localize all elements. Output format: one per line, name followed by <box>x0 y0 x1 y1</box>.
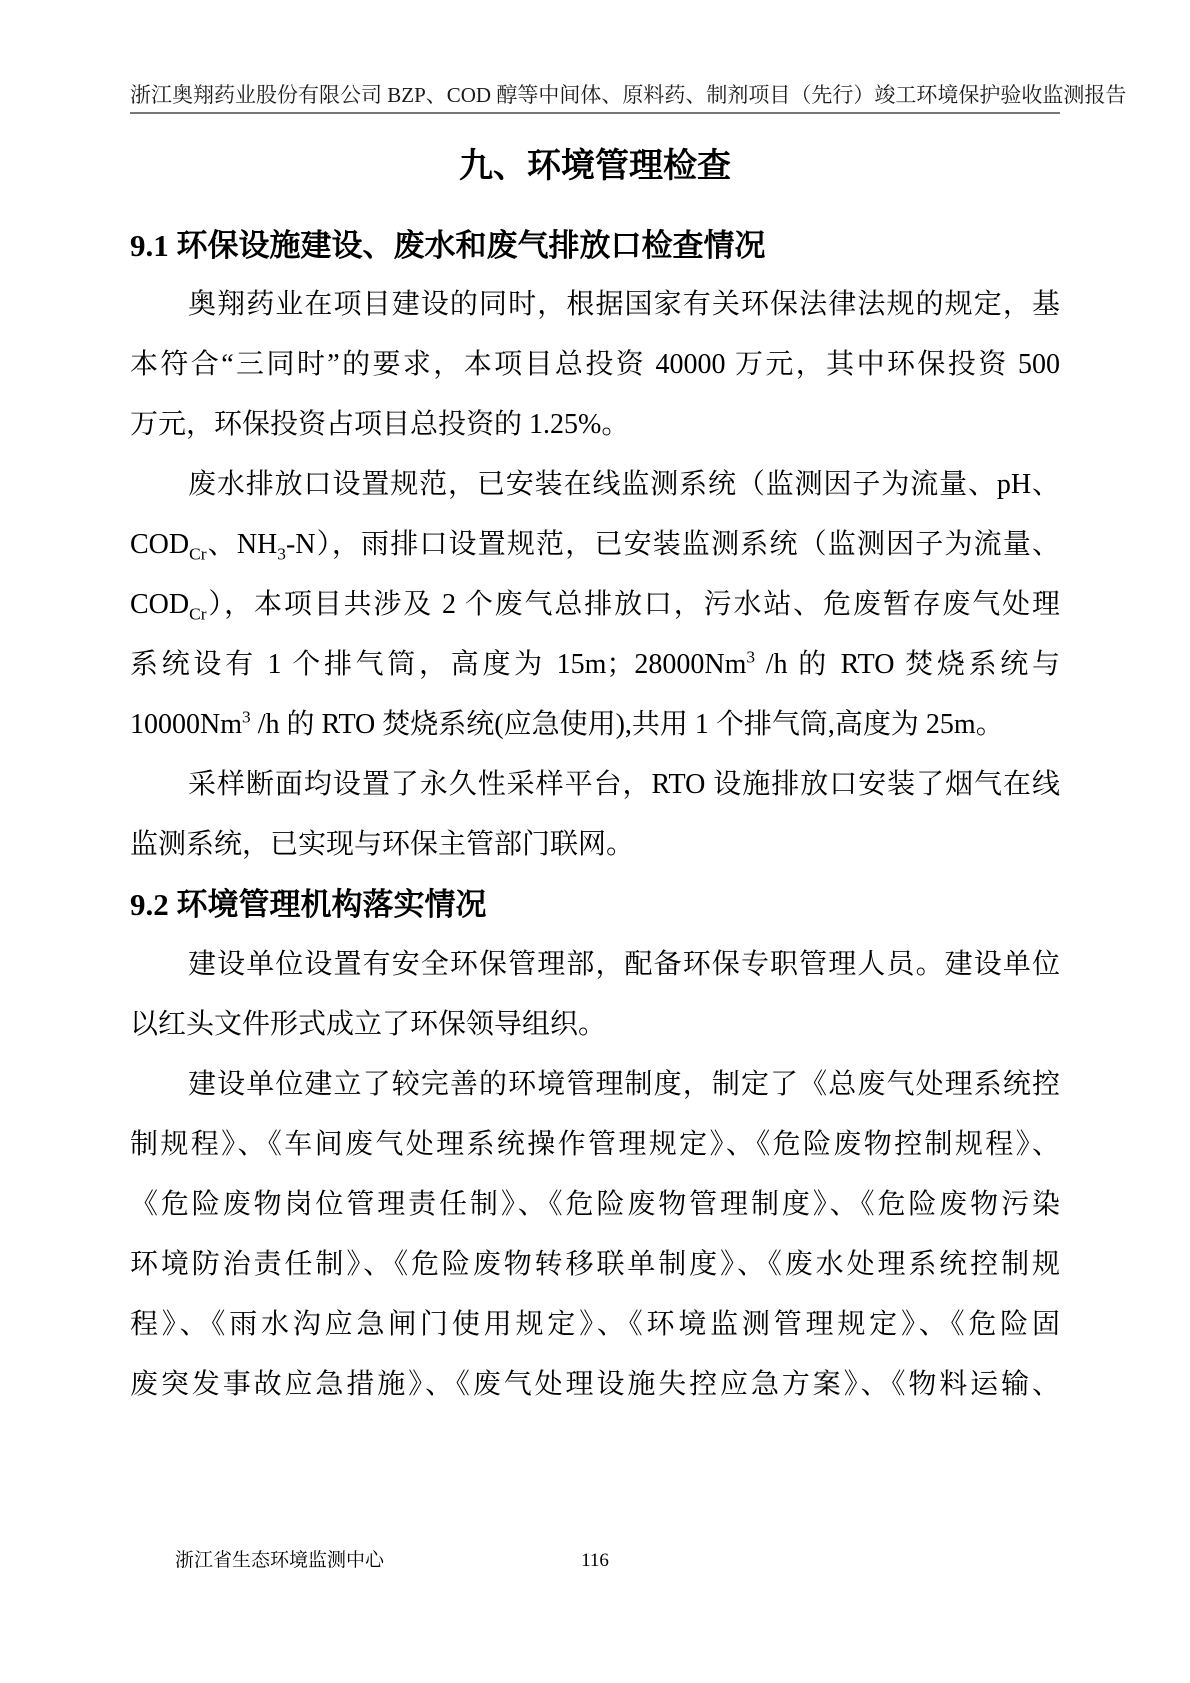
footer-organization: 浙江省生态环境监测中心 <box>175 1550 385 1571</box>
body-text-line: 采样断面均设置了永久性采样平台，RTO 设施排放口安装了烟气在线 <box>188 769 1060 800</box>
section-heading-9-2: 9.2 环境管理机构落实情况 <box>130 887 487 922</box>
body-text-line: 废水排放口设置规范，已安装在线监测系统（监测因子为流量、pH、 <box>188 469 1060 500</box>
page-number: 116 <box>581 1550 609 1571</box>
body-text-line: 环境防治责任制》、《危险废物转移联单制度》、《废水处理系统控制规 <box>130 1249 1060 1280</box>
body-text-line: 系统设有 1 个排气筒，高度为 15m；28000Nm$^3$ /h 的 RTO 焚烧系统与 <box>130 647 1060 680</box>
body-text-line: 程》、《雨水沟应急闸门使用规定》、《环境监测管理规定》、《危险固 <box>130 1309 1060 1340</box>
body-text-line: 废突发事故应急措施》、《废气处理设施失控应急方案》、《物料运输、 <box>130 1369 1060 1400</box>
body-text-line: $COD_{Cr}$），本项目共涉及 2 个废气总排放口，污水站、危废暂存废气处理 <box>130 589 1060 624</box>
body-text-line: 万元，环保投资占项目总投资的 1.25%。 <box>130 409 630 440</box>
body-text-line: 建设单位建立了较完善的环境管理制度，制定了《总废气处理系统控 <box>188 1069 1060 1100</box>
body-text-line: 建设单位设置有安全环保管理部，配备环保专职管理人员。建设单位 <box>188 949 1060 980</box>
page-title: 九、环境管理检查 <box>459 148 731 185</box>
header-divider <box>130 112 1060 114</box>
body-text-line: 《危险废物岗位管理责任制》、《危险废物管理制度》、《危险废物污染 <box>130 1189 1060 1220</box>
body-text-line: 监测系统，已实现与环保主管部门联网。 <box>130 829 635 860</box>
running-header: 浙江奥翔药业股份有限公司 BZP、COD 醇等中间体、原料药、制剂项目（先行）竣工环境保护验收监测报告 <box>130 83 1127 107</box>
body-text-line: 本符合“三同时”的要求，本项目总投资 40000 万元，其中环保投资 500 <box>130 349 1060 380</box>
section-9-2-body <box>130 935 1060 1415</box>
section-heading-9-1: 9.1 环保设施建设、废水和废气排放口检查情况 <box>130 228 766 263</box>
body-text-line: 制规程》、《车间废气处理系统操作管理规定》、《危险废物控制规程》、 <box>130 1129 1060 1160</box>
body-text-line: 以红头文件形式成立了环保领导组织。 <box>130 1009 607 1040</box>
section-9-1-body <box>130 275 1060 875</box>
body-text-line: 10000Nm$^3$ /h 的 RTO 焚烧系统(应急使用),共用 1 个排气筒,高度为 25m。 <box>130 707 1004 740</box>
body-text-line: 奥翔药业在项目建设的同时，根据国家有关环保法律法规的规定，基 <box>188 289 1060 320</box>
body-text-line: $COD_{Cr}$、$NH_3-N$），雨排口设置规范，已安装监测系统（监测因子为流量、 <box>130 529 1060 564</box>
